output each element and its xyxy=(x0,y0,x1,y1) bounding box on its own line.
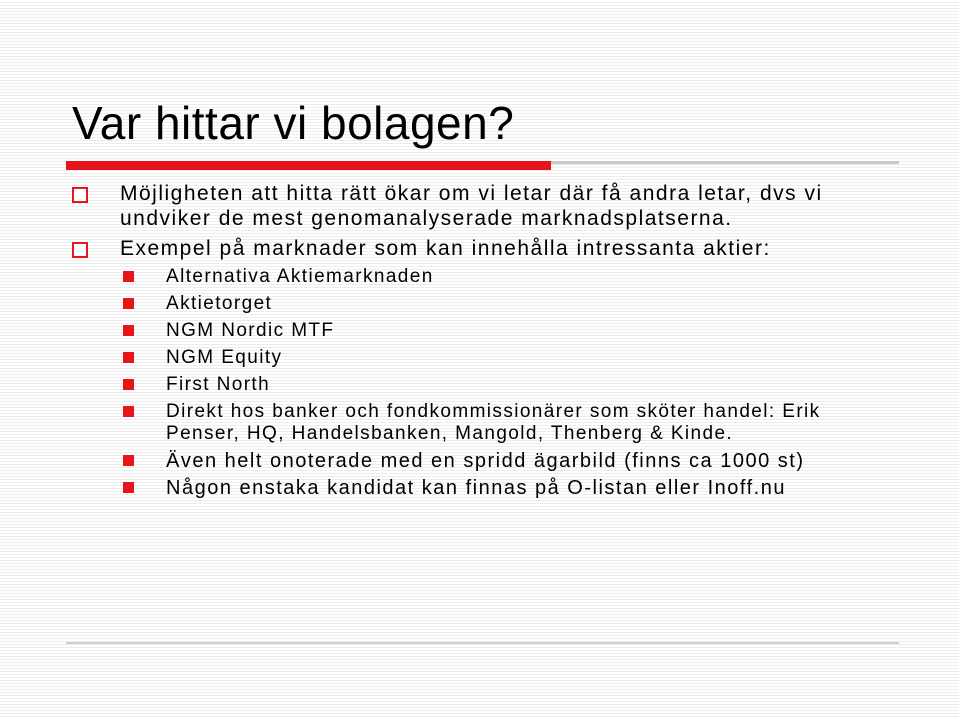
subbullet-item xyxy=(70,477,900,499)
filled-square-bullet-icon xyxy=(123,379,134,390)
bullet-1-text: Möjligheten att hitta rätt ökar om vi letar där få andra letar, dvs vi undviker de mest genomanalyserade marknadsplatserna. xyxy=(120,182,823,230)
subbullet-item xyxy=(70,401,900,445)
bullet-2-text: Exempel på marknader som kan innehålla intressanta aktier: xyxy=(120,237,771,260)
footer-divider xyxy=(66,642,899,644)
hollow-square-bullet-icon xyxy=(72,242,88,258)
subbullet-text: NGM Equity xyxy=(166,347,283,368)
subbullet-text: Någon enstaka kandidat kan finnas på O-listan eller Inoff.nu xyxy=(166,477,786,499)
filled-square-bullet-icon xyxy=(123,325,134,336)
slide-title: Var hittar vi bolagen? xyxy=(72,97,515,149)
subbullet-item xyxy=(70,347,900,369)
hollow-square-bullet-icon xyxy=(72,187,88,203)
subbullet-item xyxy=(70,320,900,342)
filled-square-bullet-icon xyxy=(123,482,134,493)
subbullet-list xyxy=(70,266,900,499)
subbullet-text: First North xyxy=(166,374,271,395)
subbullet-text: Direkt hos banker och fondkommissionärer som sköter handel: Erik Penser, HQ, Handelsbanken, Mangold, Thenberg & Kinde. xyxy=(166,401,821,444)
subbullet-item xyxy=(70,374,900,396)
filled-square-bullet-icon xyxy=(123,298,134,309)
subbullet-text: Aktietorget xyxy=(166,293,273,314)
subbullet-text: NGM Nordic MTF xyxy=(166,320,335,341)
bullet-2 xyxy=(70,236,900,261)
bullet-1 xyxy=(70,181,900,231)
subbullet-text: Även helt onoterade med en spridd ägarbild (finns ca 1000 st) xyxy=(166,450,805,472)
title-underline-red xyxy=(66,161,551,170)
filled-square-bullet-icon xyxy=(123,352,134,363)
filled-square-bullet-icon xyxy=(123,271,134,282)
slide-content xyxy=(70,181,900,504)
title-underline xyxy=(66,161,899,173)
filled-square-bullet-icon xyxy=(123,406,134,417)
subbullet-item xyxy=(70,450,900,472)
filled-square-bullet-icon xyxy=(123,455,134,466)
subbullet-text: Alternativa Aktiemarknaden xyxy=(166,266,434,287)
subbullet-item xyxy=(70,266,900,288)
subbullet-item xyxy=(70,293,900,315)
